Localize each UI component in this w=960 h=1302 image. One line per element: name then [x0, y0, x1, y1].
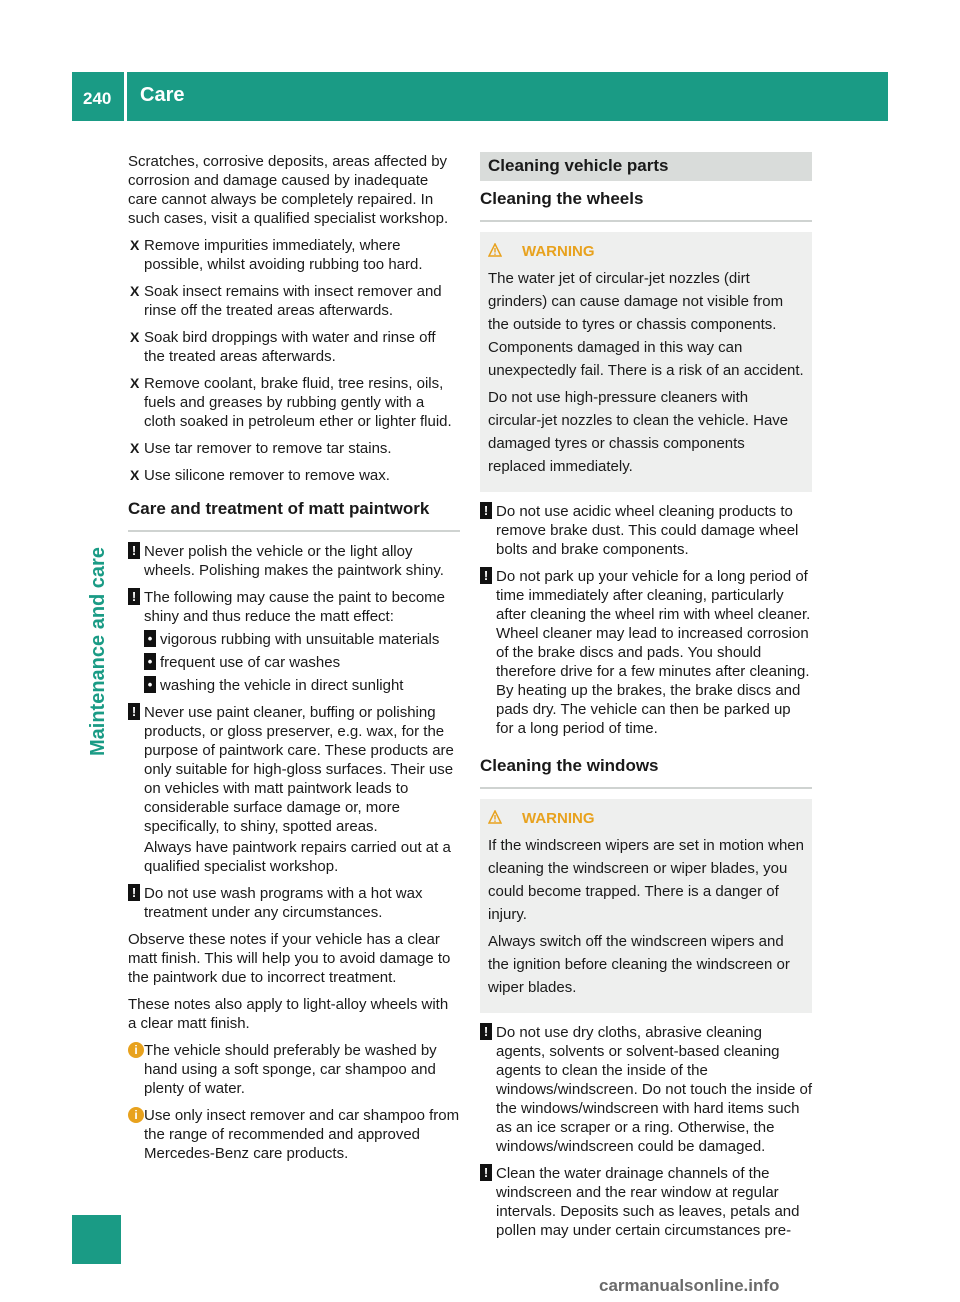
paragraph: Observe these notes if your vehicle has a clear matt finish. This will help you to avoid damage to the paintwork due to incorrect treatment.	[128, 931, 451, 986]
step-arrow-icon: X	[130, 237, 140, 253]
exclamation-icon: !	[128, 588, 140, 605]
side-tab-label: Maintenance and care	[87, 547, 109, 756]
caution-note: ! Do not use acidic wheel cleaning products to remove brake dust. This could damage wheel bolts and brake components.	[480, 502, 812, 559]
warning-triangle-icon	[488, 810, 502, 824]
warning-box	[480, 232, 812, 492]
bullet-icon: •	[144, 630, 156, 647]
caution-note: ! Do not park up your vehicle for a long period of time immediately after cleaning, particularly after cleaning the wheel rim with wheel cleaner. Wheel cleaner may lead to increased corrosion of the brake discs and pads. You should therefore drive for a few minutes after cleaning. By heating up the brakes, the brake discs and pads dry. The vehicle can then be parked up for a long period of time.	[480, 567, 812, 738]
warning-triangle-icon	[488, 243, 502, 257]
caution-note: ! Clean the water drainage channels of the windscreen and the rear window at regular intervals. Deposits such as leaves, petals and pollen may under certain circumstances pre-	[480, 1164, 812, 1240]
exclamation-icon: !	[480, 502, 492, 519]
chapter-title: Care	[140, 84, 185, 106]
caution-note: ! The following may cause the paint to become shiny and thus reduce the matt effect: • vigorous rubbing with unsuitable materials • frequent use of car washes • washing the vehicle in direct sunlight	[128, 588, 460, 695]
exclamation-icon: !	[480, 567, 492, 584]
bullet-icon: •	[144, 676, 156, 693]
heading-matt-paintwork: Care and treatment of matt paintwork	[128, 499, 460, 532]
side-chapter-tab	[72, 160, 121, 756]
caution-note: ! Do not use dry cloths, abrasive cleaning agents, solvents or solvent-based cleaning agents to clean the inside of the windows/windscreen. Do not touch the inside of the windows/windscreen with hard items such as an ice scraper or a ring. Otherwise, the windows/windscreen could be damaged.	[480, 1023, 812, 1156]
list-item: • washing the vehicle in direct sunlight	[144, 676, 460, 695]
warning-text: The water jet of circular-jet nozzles (dirt grinders) can cause damage not visible from the outside to tyres or chassis components. Components damaged in this way can unexpectedly fail. There is a risk of an accident.	[488, 270, 804, 379]
section-bar: Cleaning vehicle parts	[480, 152, 812, 181]
step-arrow-icon: X	[130, 283, 140, 299]
caution-note: ! Never use paint cleaner, buffing or polishing products, or gloss preserver, e.g. wax, for the purpose of paintwork care. These products are only suitable for high-gloss surfaces. Their use on vehicles with matt paintwork leads to considerable surface damage or, more specifically, to shiny, spotted areas. Always have paintwork repairs carried out at a qualified specialist workshop.	[128, 703, 460, 876]
right-column	[480, 152, 812, 1248]
list-item: • frequent use of car washes	[144, 653, 460, 672]
exclamation-icon: !	[128, 542, 140, 559]
page-number: 240	[83, 89, 112, 108]
exclamation-icon: !	[128, 884, 140, 901]
step-item: X Use silicone remover to remove wax.	[130, 467, 390, 484]
paragraph: These notes also apply to light-alloy wheels with a clear matt finish.	[128, 996, 449, 1032]
caution-note: ! Never polish the vehicle or the light alloy wheels. Polishing makes the paintwork shiny.	[128, 542, 460, 580]
info-note: i The vehicle should preferably be washed by hand using a soft sponge, car shampoo and plenty of water.	[128, 1041, 460, 1098]
step-item: X Soak insect remains with insect remover and rinse off the treated areas afterwards.	[130, 283, 442, 319]
step-item: X Use tar remover to remove tar stains.	[130, 440, 392, 457]
step-item: X Remove impurities immediately, where possible, whilst avoiding rubbing too hard.	[130, 237, 423, 273]
info-note: i Use only insect remover and car shampoo from the range of recommended and approved Mercedes-Benz care products.	[128, 1106, 460, 1163]
left-column	[128, 152, 460, 1171]
header-divider	[124, 72, 127, 121]
step-item: X Remove coolant, brake fluid, tree resins, oils, fuels and greases by rubbing gently with a cloth soaked in petroleum ether or lighter fluid.	[130, 375, 452, 430]
warning-text: Always switch off the windscreen wipers and the ignition before cleaning the windscreen or wiper blades.	[488, 933, 790, 996]
info-icon: i	[128, 1042, 144, 1058]
caution-note-continuation: Always have paintwork repairs carried out at a qualified specialist workshop.	[144, 839, 451, 875]
step-arrow-icon: X	[130, 467, 140, 483]
heading-cleaning-windows: Cleaning the windows	[480, 756, 812, 789]
side-marker-block	[72, 1215, 121, 1264]
intro-paragraph: Scratches, corrosive deposits, areas affected by corrosion and damage caused by inadequate care cannot always be completely repaired. In such cases, visit a qualified specialist workshop.	[128, 153, 449, 227]
bullet-icon: •	[144, 653, 156, 670]
warning-text: Do not use high-pressure cleaners with circular-jet nozzles to clean the vehicle. Have damaged tyres or chassis components replaced immediately.	[488, 389, 789, 475]
step-item: X Soak bird droppings with water and rinse off the treated areas afterwards.	[130, 329, 436, 365]
step-arrow-icon: X	[130, 440, 140, 456]
step-arrow-icon: X	[130, 375, 140, 391]
warning-title: WARNING	[488, 242, 804, 261]
exclamation-icon: !	[128, 703, 140, 720]
caution-note: ! Do not use wash programs with a hot wax treatment under any circumstances.	[128, 884, 460, 922]
step-arrow-icon: X	[130, 329, 140, 345]
watermark: carmanualsonline.info	[599, 1276, 780, 1295]
warning-text: If the windscreen wipers are set in motion when cleaning the windscreen or wiper blades, you could become trapped. There is a danger of injury.	[488, 837, 804, 923]
warning-box	[480, 799, 812, 1013]
list-item: • vigorous rubbing with unsuitable materials	[144, 630, 460, 649]
exclamation-icon: !	[480, 1164, 492, 1181]
exclamation-icon: !	[480, 1023, 492, 1040]
heading-cleaning-wheels: Cleaning the wheels	[480, 189, 812, 222]
page-header	[72, 72, 888, 121]
warning-title: WARNING	[488, 809, 804, 828]
info-icon: i	[128, 1107, 144, 1123]
